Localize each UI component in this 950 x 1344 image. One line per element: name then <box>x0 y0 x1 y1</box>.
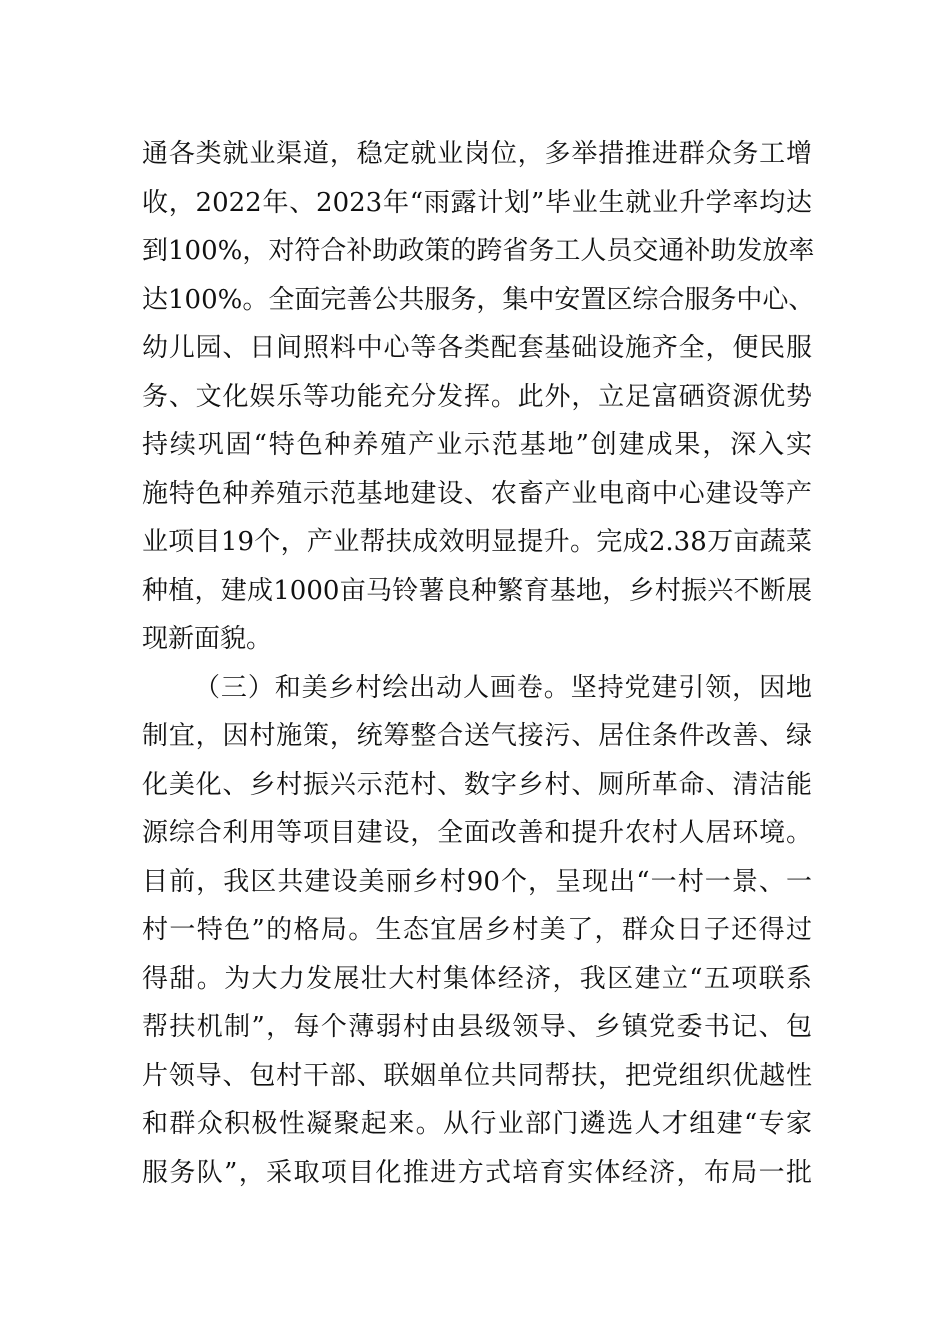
text-line: 源综合利用等项目建设，全面改善和提升农村人居环境。 <box>142 818 812 848</box>
text-line: 达100%。全面完善公共服务，集中安置区综合服务中心、 <box>142 284 815 315</box>
text-line: 施特色种养殖示范基地建设、农畜产业电商中心建设等产 <box>142 478 812 509</box>
text-line: 种植，建成1000亩马铃薯良种繁育基地，乡村振兴不断展 <box>142 575 812 606</box>
text-line: 和群众积极性凝聚起来。从行业部门遴选人才组建“专家 <box>142 1109 812 1139</box>
text-line: 制宜，因村施策，统筹整合送气接污、居住条件改善、绿 <box>142 721 812 751</box>
text-line: 村一特色”的格局。生态宜居乡村美了，群众日子还得过 <box>142 915 812 945</box>
text-line: 业项目19个，产业帮扶成效明显提升。完成2.38万亩蔬菜 <box>142 527 812 557</box>
text-line: 片领导、包村干部、联姻单位共同帮扶，把党组织优越性 <box>142 1060 812 1091</box>
paragraph-end-line: 现新面貌。 <box>142 624 273 654</box>
text-line: 化美化、乡村振兴示范村、数字乡村、厕所革命、清洁能 <box>142 769 812 800</box>
text-line: 帮扶机制”，每个薄弱村由县级领导、乡镇党委书记、包 <box>142 1012 812 1042</box>
text-line: 得甜。为大力发展壮大村集体经济，我区建立“五项联系 <box>142 963 812 994</box>
text-line: 服务队”，采取项目化推进方式培育实体经济，布局一批 <box>142 1157 812 1188</box>
text-line: 持续巩固“特色种养殖产业示范基地”创建成果，深入实 <box>142 430 812 460</box>
text-line: 目前，我区共建设美丽乡村90个，呈现出“一村一景、一 <box>142 866 812 897</box>
body-text <box>142 130 815 1197</box>
text-line: 通各类就业渠道，稳定就业岗位，多举措推进群众务工增 <box>142 139 812 169</box>
text-line: 幼儿园、日间照料中心等各类配套基础设施齐全，便民服 <box>142 333 812 363</box>
text-line: 收，2022年、2023年“雨露计划”毕业生就业升学率均达 <box>142 187 812 218</box>
text-line: 务、文化娱乐等功能充分发挥。此外，立足富硒资源优势 <box>142 381 812 412</box>
section-heading-line: （三）和美乡村绘出动人画卷。坚持党建引领，因地 <box>194 672 812 703</box>
text-line: 到100%，对符合补助政策的跨省务工人员交通补助发放率 <box>142 236 815 266</box>
